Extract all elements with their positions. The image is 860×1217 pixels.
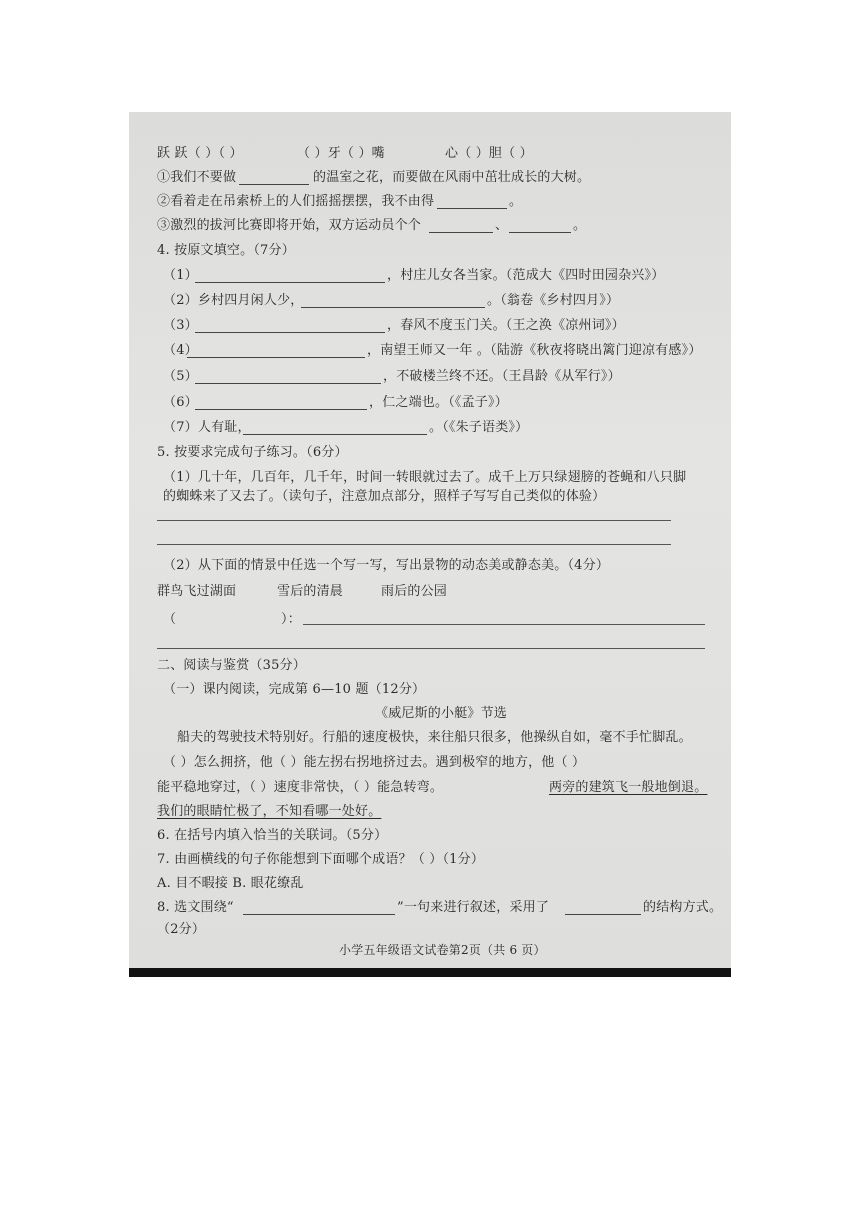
sentence-3-start: ③激烈的拔河比赛即将开始，双方运动员个个 <box>157 218 422 233</box>
passage-line-3: 能平稳地穿过，（ ）速度非常快，（ ）能急转弯。 <box>157 780 444 795</box>
question-7: 7. 由画横线的句子你能想到下面哪个成语？（ ）（1分） <box>157 852 485 867</box>
scene-option-2: 雪后的清晨 <box>277 584 344 599</box>
sentence-1-end: 的温室之花，而要做在风雨中茁壮成长的大树。 <box>313 170 591 185</box>
answer-paren-close: ）： <box>281 612 301 627</box>
answer-blank[interactable] <box>565 914 641 915</box>
q4-item-3-text: ，春风不度玉门关。（王之涣《凉州词》） <box>387 318 625 333</box>
q4-item-4-number: （4） <box>163 343 198 358</box>
answer-blank[interactable] <box>187 357 365 358</box>
q4-item-6-text: ，仁之端也。（《孟子》） <box>369 395 508 410</box>
sentence-3-end: 。 <box>573 218 587 233</box>
answer-blank[interactable] <box>239 184 309 185</box>
answer-blank[interactable] <box>243 914 395 915</box>
answer-blank[interactable] <box>429 232 493 233</box>
answer-blank[interactable] <box>195 409 367 410</box>
answer-blank[interactable] <box>195 282 385 283</box>
writing-line[interactable] <box>303 624 705 625</box>
q4-item-5-number: （5） <box>163 369 198 384</box>
q5-part2-instruction: （2）从下面的情景中任选一个写一写，写出景物的动态美或静态美。（4分） <box>163 558 610 573</box>
sentence-3-separator: 、 <box>495 218 509 233</box>
underlined-sentence-part-1: 两旁的建筑飞一般地倒退。 <box>549 780 708 795</box>
q4-item-7-text: 。（《朱子语类》） <box>429 420 529 435</box>
answer-paren-open: （ <box>163 612 177 627</box>
answer-blank[interactable] <box>301 307 485 308</box>
passage-title: 《威尼斯的小艇》节选 <box>375 706 508 721</box>
q4-item-2-number: （2）乡村四月闲人少， <box>163 293 304 308</box>
answer-blank[interactable] <box>243 434 427 435</box>
q4-item-7-number: （7）人有耻， <box>163 420 251 435</box>
q4-item-1-number: （1） <box>163 268 198 283</box>
sentence-1-start: ①我们不要做 <box>157 170 237 185</box>
answer-blank[interactable] <box>195 332 385 333</box>
reading-sub-heading: （一）课内阅读，完成第 6—10 题（12分） <box>163 682 426 697</box>
question-5-heading: 5. 按要求完成句子练习。（6分） <box>157 445 348 460</box>
q4-item-5-text: ，不破楼兰终不还。（王昌龄《从军行》） <box>383 369 621 384</box>
writing-line[interactable] <box>157 520 671 521</box>
question-8-start: 8. 选文围绕“ <box>157 900 234 915</box>
q4-item-2-text: 。（翁卷《乡村四月》） <box>487 293 620 308</box>
exam-page-photo <box>129 112 731 970</box>
underlined-sentence-part-2: 我们的眼睛忙极了，不知看哪一处好。 <box>157 804 382 819</box>
question-8-middle: ”一句来进行叙述，采用了 <box>397 900 550 915</box>
writing-line[interactable] <box>157 648 705 649</box>
scene-option-1: 群鸟飞过湖面 <box>157 584 237 599</box>
q4-item-3-number: （3） <box>163 318 198 333</box>
section-2-heading: 二、阅读与鉴赏（35分） <box>157 658 306 673</box>
q5-part1-line2: 的蜘蛛来了又去了。（读句子，注意加点部分，照样子写写自己类似的体验） <box>163 489 606 504</box>
writing-line[interactable] <box>157 544 671 545</box>
sentence-2-start: ②看着走在吊索桥上的人们摇摇摆摆，我不由得 <box>157 194 435 209</box>
answer-blank[interactable] <box>195 383 381 384</box>
idiom-blank-3: 心（ ）胆（ ） <box>445 146 533 161</box>
question-6: 6. 在括号内填入恰当的关联词。（5分） <box>157 828 388 843</box>
idiom-blank-1: 跃 跃（ ）（ ） <box>157 146 243 161</box>
q4-item-4-text: ，南望王师又一年 。（陆游《秋夜将晓出篱门迎凉有感》） <box>367 343 702 358</box>
passage-line-2: （ ）怎么拥挤，他（ ）能左拐右拐地挤过去。遇到极窄的地方，他（ ） <box>163 755 586 770</box>
scene-option-3: 雨后的公园 <box>381 584 448 599</box>
q4-item-1-text: ，村庄儿女各当家。（范成大《四时田园杂兴》） <box>387 268 665 283</box>
answer-blank[interactable] <box>509 232 571 233</box>
q5-part1-line1: （1）几十年，几百年，几千年，时间一转眼就过去了。成千上万只绿翅膀的苍蝇和八只脚 <box>163 470 687 485</box>
question-8-score: （2分） <box>157 922 206 937</box>
idiom-blank-2: （ ）牙（ ）嘴 <box>297 146 385 161</box>
question-4-heading: 4. 按原文填空。（7分） <box>157 243 295 258</box>
q4-item-6-number: （6） <box>163 395 198 410</box>
sentence-2-end: 。 <box>509 194 523 209</box>
question-7-options: A. 目不暇接 B. 眼花缭乱 <box>157 876 304 891</box>
answer-blank[interactable] <box>437 208 507 209</box>
photo-bottom-edge <box>129 968 731 977</box>
page-footer: 小学五年级语文试卷第2页（共 6 页） <box>339 943 546 957</box>
passage-line-1: 船夫的驾驶技术特别好。行船的速度极快，来往船只很多，他操纵自如，毫不手忙脚乱。 <box>177 730 692 745</box>
question-8-end: 的结构方式。 <box>643 900 723 915</box>
